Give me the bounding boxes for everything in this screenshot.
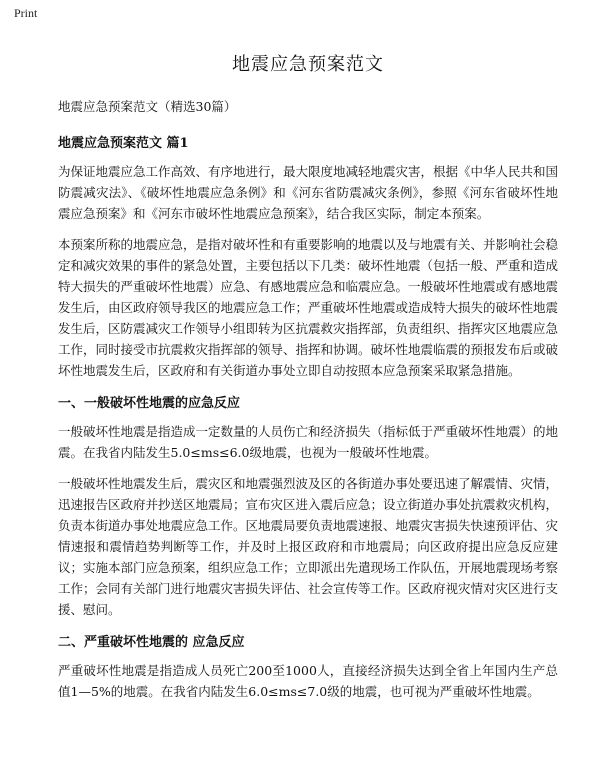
paragraph: 一般破坏性地震发生后，震灾区和地震强烈波及区的各街道办事处要迅速了解震情、灾情，迅速报告区政府并抄送区地震局；宣布灾区进入震后应急；设立街道办事处抗震救灾机构，负责本街道办事处地震应急工作。区地震局要负责地震速报、地震灾害损失快速预评估、灾情速报和震情趋势判断等工作，并及时上报区政府和市地震局；向区政府提出应急反应建议；实施本部门应急预案，组织应急工作；立即派出先遣现场工作队伍，开展地震现场考察工作；会同有关部门进行地震灾害损失评估、社会宣传等工作。区政府视灾情对灾区进行支援、慰问。 bbox=[58, 476, 559, 617]
paragraph: 本预案所称的地震应急，是指对破坏性和有重要影响的地震以及与地震有关、并影响社会稳定和减灾效果的事件的紧急处置，主要包括以下几类：破坏性地震（包括一般、严重和造成特大损失的严重破坏性地震）应急、有感地震应急和临震应急。一般破坏性地震或有感地震发生后，由区政府领导我区的地震应急工作；严重破坏性地震或造成特大损失的破坏性地震发生后，区防震减灾工作领导小组即转为区抗震救灾指挥部，负责组织、指挥灾区地震应急工作，同时接受市抗震救灾指挥部的领导、指挥和协调。破坏性地震临震的预报发布后或破坏性地震发生后，区政府和有关街道办事处立即自动按照本应急预案采取紧急措施。 bbox=[58, 237, 559, 378]
section-heading: 一、一般破坏性地震的应急反应 bbox=[58, 396, 241, 411]
section-heading: 地震应急预案范文 篇1 bbox=[58, 136, 189, 151]
print-link[interactable]: Print bbox=[14, 6, 38, 20]
paragraph: 为保证地震应急工作高效、有序地进行，最大限度地减轻地震灾害，根据《中华人民共和国防震减灾法》、《破坏性地震应急条例》和《河东省防震减灾条例》，参照《河东省破坏性地震应急预案》和《河东市破坏性地震应急预案》，结合我区实际，制定本预案。 bbox=[58, 164, 559, 221]
section-3 bbox=[58, 631, 558, 702]
document-title: 地震应急预案范文 bbox=[232, 54, 384, 75]
document-subtitle: 地震应急预案范文（精选30篇） bbox=[58, 99, 237, 114]
paragraph: 一般破坏性地震是指造成一定数量的人员伤亡和经济损失（指标低于严重破坏性地震）的地震。在我省内陆发生5.0≤ms≤6.0级地震，也视为一般破坏性地震。 bbox=[58, 424, 559, 460]
section-heading: 二、严重破坏性地震的 应急反应 bbox=[58, 635, 245, 650]
section-1 bbox=[58, 132, 558, 381]
paragraph: 严重破坏性地震是指造成人员死亡200至1000人，直接经济损失达到全省上年国内生产总值1—5%的地震。在我省内陆发生6.0≤ms≤7.0级的地震，也可视为严重破坏性地震。 bbox=[58, 663, 558, 699]
document-page bbox=[58, 50, 558, 712]
section-2 bbox=[58, 392, 558, 620]
